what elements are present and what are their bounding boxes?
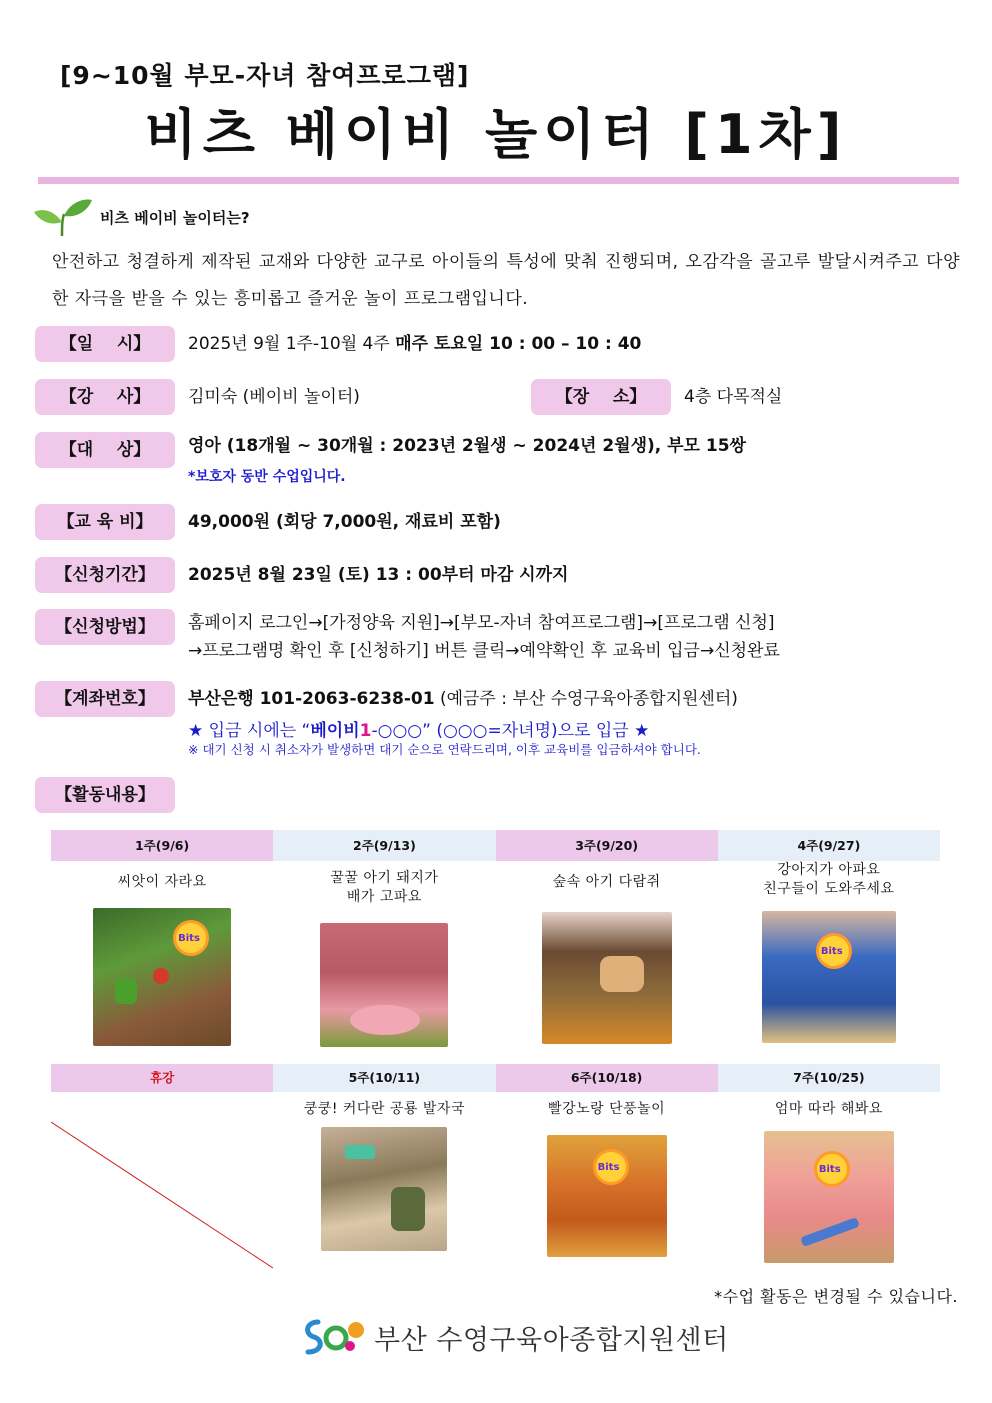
target-label: 【대 상】 [35,432,175,468]
week-6-activity: 빨강노랑 단풍놀이 [548,1101,666,1117]
week-1-activity: 씨앗이 자라요 [117,874,207,890]
week-3-activity: 숲속 아기 다람쥐 [552,874,661,890]
week-1-cell [51,861,273,1047]
method-line-1: 홈페이지 로그인→[가정양육 지원]→[부모-자녀 참여프로그램]→[프로그램 신청] [188,613,775,633]
week-1-photo [93,908,231,1046]
intro-description: 안전하고 청결하게 제작된 교재와 다양한 교구로 아이들의 특성에 맞춰 진행되며, 오감각을 골고루 발달시켜주고 다양한 자극을 받을 수 있는 흥미롭고 즐거운 놀이 프로그램입니다. [52,252,960,309]
deposit-pre: ★ 입금 시에는 “ [188,721,311,741]
week-5-header: 5주(10/11) [273,1064,495,1092]
sprout-icon [32,196,94,238]
target-value: 영아 (18개월 ~ 30개월 : 2023년 2월생 ~ 2024년 2월생), 부모 15쌍 [188,436,746,456]
week-7-activity: 엄마 따라 해봐요 [774,1101,883,1117]
place-label: 【장 소】 [531,379,671,415]
fee-value: 49,000원 (회당 7,000원, 재료비 포함) [188,512,501,532]
center-name: 부산 수영구육아종합지원센터 [374,1324,729,1356]
date-time: 매주 토요일 10 : 00 – 10 : 40 [395,334,642,354]
week-3-photo [542,912,672,1044]
intro-heading [32,196,250,238]
period-value: 2025년 8월 23일 (토) 13 : 00부터 마감 시까지 [188,565,569,585]
waitlist-note: ※ 대기 신청 시 취소자가 발생하면 대기 순으로 연락드리며, 이후 교육비를 입금하셔야 합니다. [188,742,701,757]
bits-badge-icon [814,1151,850,1187]
account-value [188,687,738,711]
week-3-header: 3주(9/20) [496,830,718,861]
schedule-footnote: *수업 활동은 변경될 수 있습니다. [714,1287,958,1306]
week-2-header: 2주(9/13) [273,830,495,861]
bits-badge-icon [593,1149,629,1185]
instructor-value: 김미숙 (베이비 놀이터) [188,387,360,407]
deposit-post: -○○○” (○○○=자녀명)으로 입금 ★ [371,721,650,741]
instructor-label: 【강 사】 [35,379,175,415]
bits-badge-icon [173,920,209,956]
deposit-instruction [188,716,649,741]
deposit-name: 베이비 [310,721,360,741]
program-subtitle: [9~10월 부모-자녀 참여프로그램] [60,61,470,90]
date-label: 【일 시】 [35,326,175,362]
fee-label: 【교 육 비】 [35,504,175,540]
week-6-header: 6주(10/18) [496,1064,718,1092]
week-6-photo [547,1135,667,1257]
week-5-activity: 쿵쿵! 커다란 공룡 발자국 [303,1101,465,1117]
intro-heading-text: 비츠 베이비 놀이터는? [100,208,250,227]
week-4-header: 4주(9/27) [718,830,940,861]
week-break-header: 휴강 [51,1064,273,1092]
method-label: 【신청방법】 [35,609,175,645]
period-label: 【신청기간】 [35,557,175,593]
week-7-header: 7주(10/25) [718,1064,940,1092]
week-4-cell [718,861,940,1047]
account-label: 【계좌번호】 [35,681,175,717]
week-2-photo [320,923,448,1047]
week-6-cell [496,1092,718,1263]
schedule-table-row1 [51,830,940,1047]
account-number: 부산은행 101-2063-6238-01 [188,689,435,709]
bits-badge-icon [816,933,852,969]
week-4-activity: 강아지가 아파요 친구들이 도와주세요 [763,862,895,897]
break-strike-line [51,1120,275,1270]
method-line-2: →프로그램명 확인 후 [신청하기] 버튼 클릭→예약확인 후 교육비 입금→신청완료 [188,641,780,661]
week-7-cell [718,1092,940,1263]
week-5-cell [273,1092,495,1263]
week-7-photo [764,1131,894,1263]
date-value [188,332,641,356]
date-range: 2025년 9월 1주-10월 4주 [188,334,396,354]
program-title: 비츠 베이비 놀이터 [1차] [144,103,848,166]
footer [300,1316,729,1358]
week-break-activity [51,1092,273,1100]
center-logo-icon [300,1316,368,1358]
week-2-activity: 꿀꿀 아기 돼지가 배가 고파요 [330,870,439,905]
target-note: *보호자 동반 수업입니다. [188,469,346,485]
title-divider [38,177,959,184]
week-4-photo [762,911,896,1043]
week-3-cell [496,861,718,1047]
week-1-header: 1주(9/6) [51,830,273,861]
activity-label: 【활동내용】 [35,777,175,813]
week-5-photo [321,1127,447,1251]
place-value: 4층 다목적실 [684,387,783,407]
account-holder: (예금주 : 부산 수영구육아종합지원센터) [434,689,738,709]
week-2-cell [273,861,495,1047]
deposit-num: 1 [359,721,372,741]
